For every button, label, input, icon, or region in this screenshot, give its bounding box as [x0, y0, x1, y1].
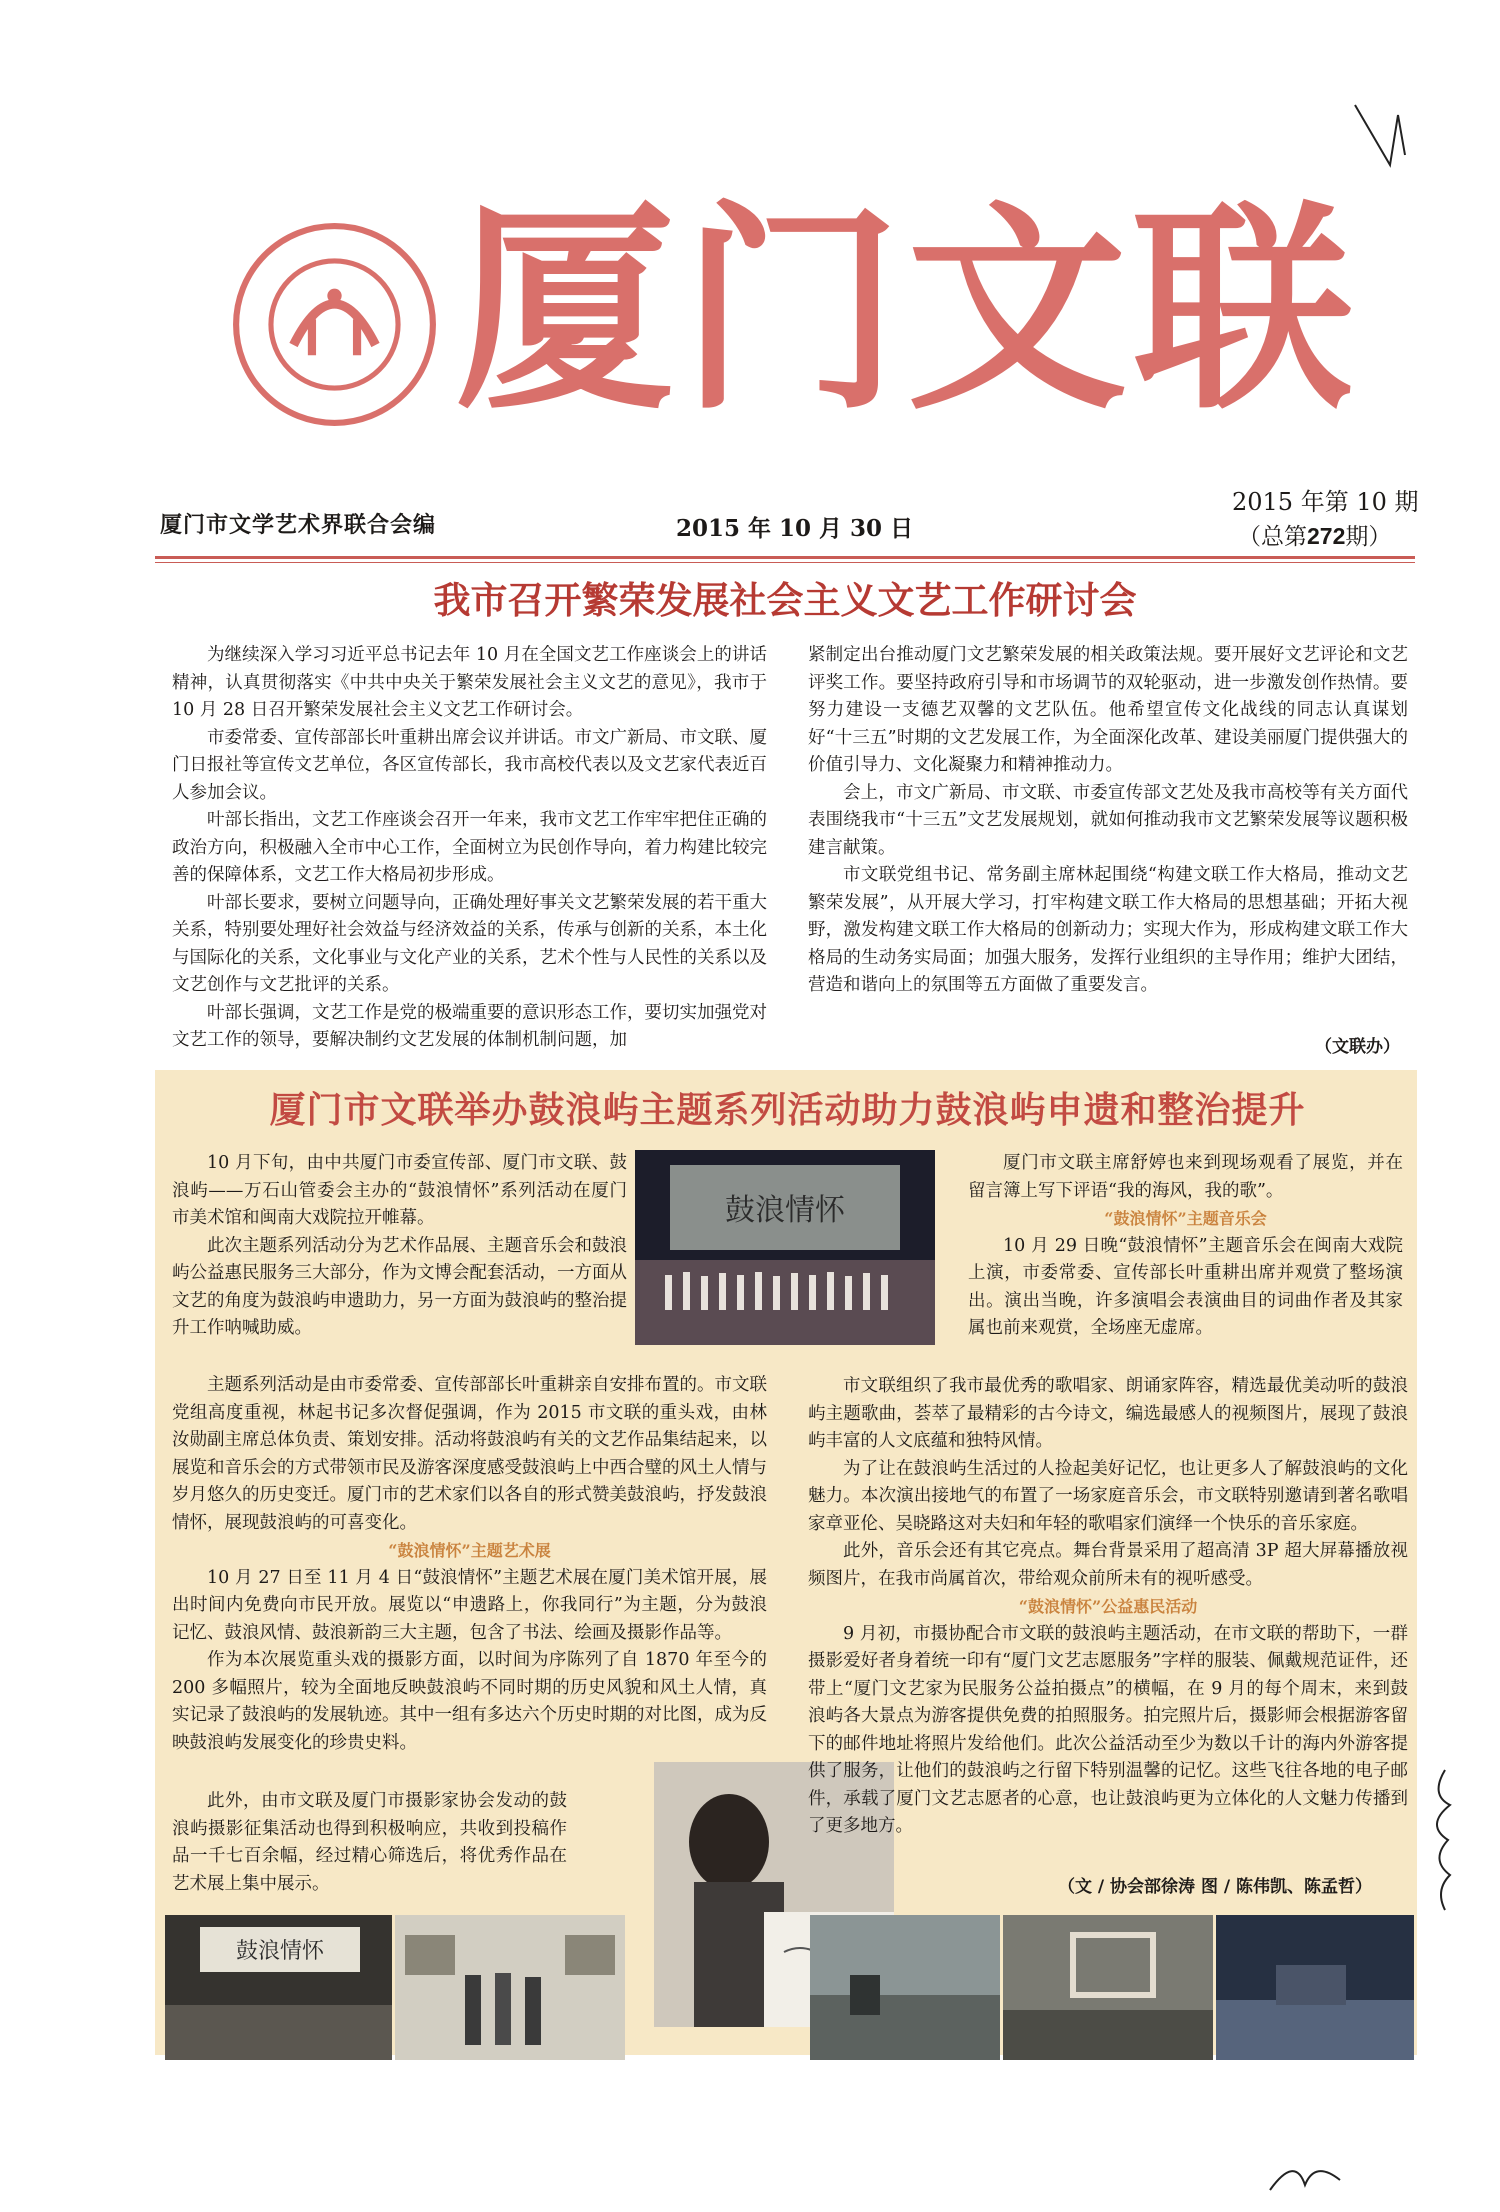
article1-paragraph: 紧制定出台推动厦门文艺繁荣发展的相关政策法规。要开展好文艺评论和文艺评奖工作。要坚持政府引导和市场调节的双轮驱动，进一步激发创作热情。要努力建设一支德艺双馨的文艺队伍。他希望宣传文化战线的同志认真谋划好“十三五”时期的文艺发展工作，为全面深化改革、建设美丽厦门提供强大的价值引导力、文化凝聚力和精神推动力。 — [808, 645, 1408, 775]
article2-paragraph: 10 月 29 日晚“鼓浪情怀”主题音乐会在闽南大戏院上演，市委常委、宣传部长叶重耕出席并观赏了整场演出。演出当晚，许多演唱会表演曲目的词曲作者及其家属也前来观赏，全场座无虚席。 — [968, 1235, 1403, 1338]
article1-paragraph: 会上，市文广新局、市文联、市委宣传部文艺处及我市高校等有关方面代表围绕我市“十三五”文艺发展规划，就如何推动我市文艺繁荣发展等议题积极建言献策。 — [808, 782, 1408, 858]
article1-left-column — [172, 642, 767, 1055]
article2-left-top — [172, 1150, 627, 1343]
header-divider-thin — [155, 562, 1415, 563]
article2-paragraph: 10 月 27 日至 11 月 4 日“鼓浪情怀”主题艺术展在厦门美术馆开展，展出时间内免费向市民开放。展览以“申遗路上，你我同行”为主题，分为鼓浪记忆、鼓浪风情、鼓浪新韵三大主题，包含了书法、绘画及摄影作品等。 — [172, 1567, 767, 1643]
article2-paragraph: 主题系列活动是由市委常委、宣传部部长叶重耕亲自安排布置的。市文联党组高度重视，林起书记多次督促强调，作为 2015 市文联的重头戏，由林汝勋副主席总体负责、策划安排。活动将鼓浪屿有关的文艺作品集结起来，以展览和音乐会的方式带领市民及游客深度感受鼓浪屿上中西合璧的风土人情与岁月悠久的历史变迁。厦门市的艺术家们以各自的形式赞美鼓浪屿，抒发鼓浪情怀，展现鼓浪屿的可喜变化。 — [172, 1375, 767, 1533]
issue-number: 2015 年第 10 期 — [1232, 488, 1419, 516]
article2-paragraph: 为了让在鼓浪屿生活过的人捡起美好记忆，也让更多人了解鼓浪屿的文化魅力。本次演出接地气的布置了一场家庭音乐会，市文联特别邀请到著名歌唱家章亚伦、吴晓路这对夫妇和年轻的歌唱家们演绎一个快乐的音乐家庭。 — [808, 1458, 1408, 1534]
masthead-title: 厦门文联 — [455, 180, 1360, 439]
issue-total — [1238, 518, 1391, 551]
article2-headline: 厦门市文联举办鼓浪屿主题系列活动助力鼓浪屿申遗和整治提升 — [269, 1089, 1306, 1131]
issue-total-number: 272 — [1307, 523, 1346, 549]
editor-line: 厦门市文学艺术界联合会编 — [160, 512, 437, 538]
article2-paragraph: 厦门市文联主席舒婷也来到现场观看了展览，并在留言簿上写下评语“我的海风，我的歌”。 — [968, 1153, 1403, 1201]
header-divider — [155, 556, 1415, 559]
federation-logo-seal — [232, 222, 437, 427]
stage-banner-text: 鼓浪情怀 — [725, 1193, 845, 1228]
article1-right-column — [808, 642, 1408, 1000]
article1-headline: 我市召开繁荣发展社会主义文艺工作研讨会 — [433, 578, 1137, 622]
gallery-visitors-photo — [395, 1915, 625, 2060]
exhibit-banner-text: 鼓浪情怀 — [235, 1939, 325, 1964]
subhead-exhibition: “鼓浪情怀”主题艺术展 — [388, 1541, 551, 1560]
handwritten-mark — [1350, 95, 1410, 175]
subhead-service: “鼓浪情怀”公益惠民活动 — [1018, 1597, 1198, 1616]
article2-right-mid — [808, 1373, 1408, 1841]
article2-paragraph: 市文联组织了我市最优秀的歌唱家、朗诵家阵容，精选最优美动听的鼓浪屿主题歌曲，荟萃了最精彩的古今诗文，编选最感人的视频图片，展现了鼓浪屿丰富的人文底蕴和独特风情。 — [808, 1376, 1408, 1451]
article2-left-mid — [172, 1372, 767, 1757]
article2-paragraph: 10 月下旬，由中共厦门市委宣传部、厦门市文联、鼓浪屿——万石山管委会主办的“鼓浪情怀”系列活动在厦门市美术馆和闽南大戏院拉开帷幕。 — [172, 1153, 627, 1228]
concert-stage-photo — [635, 1150, 935, 1345]
article1-paragraph: 叶部长指出，文艺工作座谈会召开一年来，我市文艺工作牢牢把住正确的政治方向，积极融入全市中心工作，全面树立为民创作导向，着力构建比较完善的保障体系，文艺工作大格局初步形成。 — [172, 810, 767, 885]
article2-paragraph: 此外，由市文联及厦门市摄影家协会发动的鼓浪屿摄影征集活动也得到积极响应，共收到投稿作品一千七百余幅，经过精心筛选后，将优秀作品在艺术展上集中展示。 — [172, 1791, 567, 1894]
article2-right-top — [968, 1150, 1403, 1343]
article2-paragraph: 此次主题系列活动分为艺术作品展、主题音乐会和鼓浪屿公益惠民服务三大部分，作为文博会配套活动，一方面从文艺的角度为鼓浪屿申遗助力，另一方面为鼓浪屿的整治提升工作呐喊助威。 — [172, 1235, 627, 1338]
issue-date: 2015 年 10 月 30 日 — [676, 515, 914, 542]
handwritten-mark — [1265, 2150, 1345, 2200]
night-view-photo — [1216, 1915, 1414, 2060]
issue-total-suffix: 期） — [1345, 524, 1392, 550]
exhibition-opening-photo — [165, 1915, 392, 2060]
article2-paragraph: 9 月初，市摄协配合市文联的鼓浪屿主题活动，在市文联的帮助下，一群摄影爱好者身着统一印有“厦门文艺志愿服务”字样的服装、佩戴规范证件，还带上“厦门文艺家为民服务公益拍摄点”的横幅，在 9 月的每个周末，来到鼓浪屿各大景点为游客提供免费的拍照服务。拍完照片后，摄影师会根据游客留下的邮件地址将照片发给他们。此次公益活动至少为数以千计的海内外游客提供了服务，让他们的鼓浪屿之行留下特别温馨的记忆。这些飞往各地的电子邮件，承载了厦门文艺志愿者的心意，也让鼓浪屿更为立体化的人文魅力传播到了更多地方。 — [808, 1623, 1408, 1836]
island-scene-photo — [810, 1915, 1000, 2060]
subhead-concert: “鼓浪情怀”主题音乐会 — [1104, 1209, 1267, 1228]
article1-paragraph: 叶部长强调，文艺工作是党的极端重要的意识形态工作，要切实加强党对文艺工作的领导，要解决制约文艺发展的体制机制问题，加 — [172, 1002, 767, 1050]
article1-credit: （文联办） — [1315, 1037, 1400, 1057]
article2-credit: （文 / 协会部徐涛 图 / 陈伟凯、陈孟哲） — [1058, 1877, 1373, 1897]
photo-service-photo — [1003, 1915, 1213, 2060]
article1-paragraph: 市文联党组书记、常务副主席林起围绕“构建文联工作大格局，推动文艺繁荣发展”，从开展大学习，打牢构建文联工作大格局的思想基础；开拓大视野，激发构建文联工作大格局的创新动力；实现大作为，形成构建文联工作大格局的生动务实局面；加强大服务，发挥行业组织的主导作用；维护大团结，营造和谐向上的氛围等五方面做了重要发言。 — [808, 865, 1408, 995]
article2-left-bottom — [172, 1788, 567, 1898]
article1-paragraph: 为继续深入学习习近平总书记去年 10 月在全国文艺工作座谈会上的讲话精神，认真贯彻落实《中共中央关于繁荣发展社会主义文艺的意见》，我市于 10 月 28 日召开繁荣发展社会主义文艺工作研讨会。 — [172, 645, 767, 720]
article1-paragraph: 市委常委、宣传部部长叶重耕出席会议并讲话。市文广新局、市文联、厦门日报社等宣传文艺单位，各区宣传部长，我市高校代表以及文艺家代表近百人参加会议。 — [172, 727, 767, 803]
article1-paragraph: 叶部长要求，要树立问题导向，正确处理好事关文艺繁荣发展的若干重大关系，特别要处理好社会效益与经济效益的关系，传承与创新的关系，本土化与国际化的关系，文化事业与文化产业的关系，艺术个性与人民性的关系以及文艺创作与文艺批评的关系。 — [172, 892, 767, 995]
handwritten-mark — [1420, 1765, 1470, 1915]
issue-total-prefix: （总第 — [1238, 524, 1307, 550]
article2-paragraph: 此外，音乐会还有其它亮点。舞台背景采用了超高清 3P 超大屏幕播放视频图片，在我市尚属首次，带给观众前所未有的视听感受。 — [808, 1541, 1408, 1589]
article2-paragraph: 作为本次展览重头戏的摄影方面，以时间为序陈列了自 1870 年至今的 200 多幅照片，较为全面地反映鼓浪屿不同时期的历史风貌和风土人情，真实记录了鼓浪屿的发展轨迹。其中一组有多达六个历史时期的对比图，成为反映鼓浪屿发展变化的珍贵史料。 — [172, 1650, 767, 1753]
